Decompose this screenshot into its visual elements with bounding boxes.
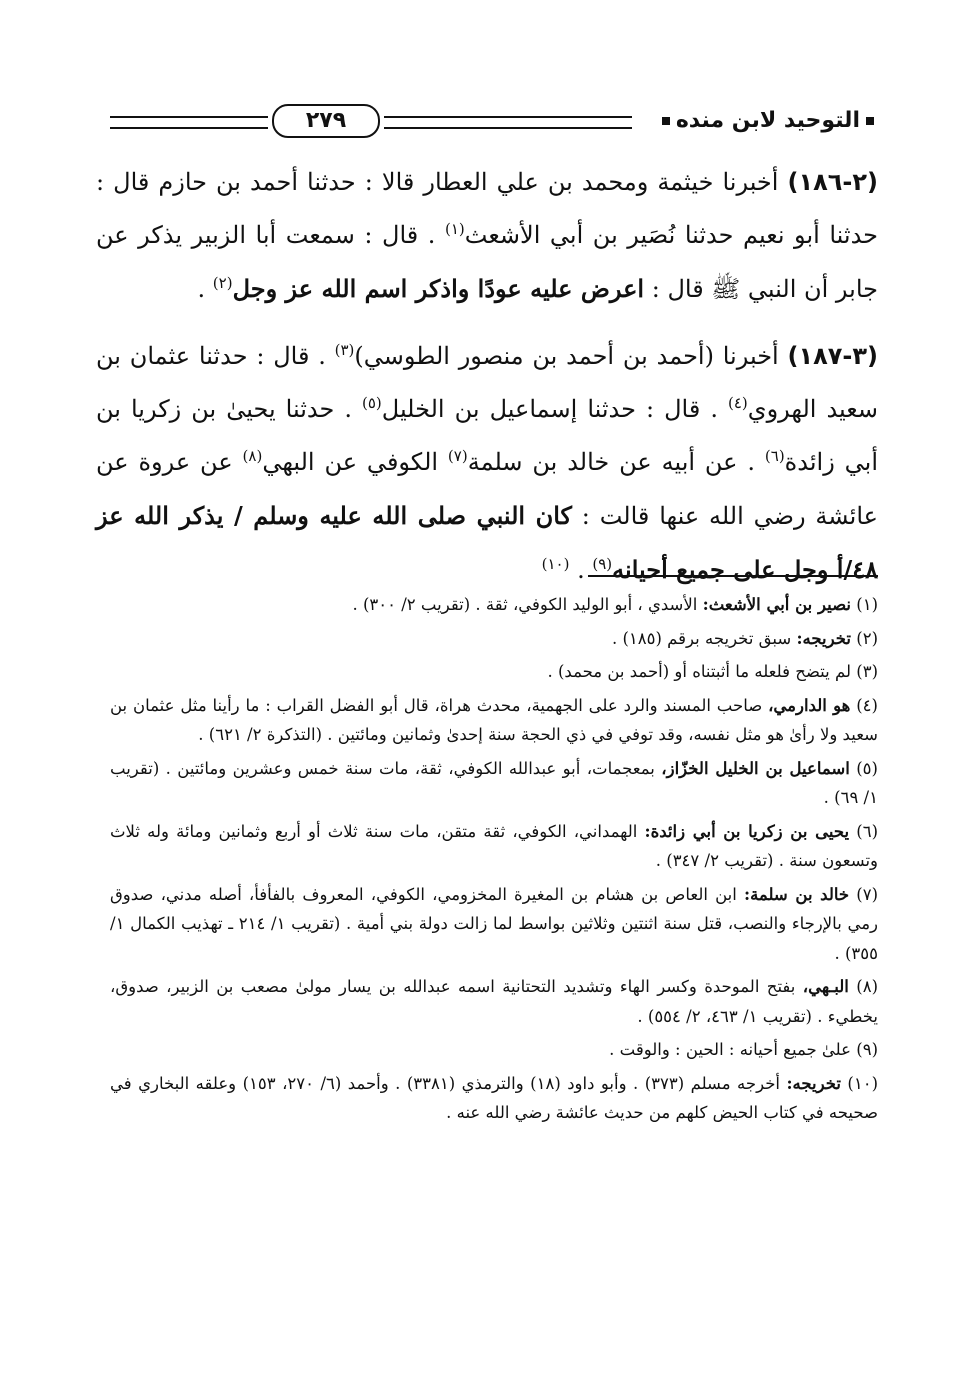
footnote-label: (٣): [856, 662, 878, 681]
footnote-ref: (٩): [592, 555, 613, 573]
hadith-text: . قال : سمعت أبا الزبير يذكر عن جابر أن النبي ﷺ قال :: [96, 221, 878, 303]
footnote-label: (١٠): [847, 1073, 879, 1093]
footnote: [110, 972, 878, 1031]
footnote-label: (٩): [856, 1040, 878, 1059]
footnote-heading: خالد بن سلمة:: [743, 884, 850, 904]
footnote-heading: تخريجه:: [786, 1073, 841, 1093]
footnote-ref: (٣): [334, 341, 355, 359]
footnote: [110, 691, 878, 750]
footnote-text: صاحب المسند والرد على الجهمية، محدث هراة، قال أبو الفضل القراب : ما رأينا مثل عثمان بن سعيد ولا رأىٰ هو مثل نفسه، وقد توفي في ذي الحجة سنة إحدىٰ وثمانين ومائتين . (التذكرة ٢/ ٦٢١) .: [110, 695, 878, 744]
footnote: [110, 657, 878, 687]
hadith-text: . عن أبيه عن خالد بن سلمة: [467, 448, 765, 476]
book-title: التوحيد لابن منده: [675, 108, 860, 133]
hadith-text: .: [197, 275, 213, 303]
footnote: [110, 754, 878, 813]
footnote-text: أخرجه مسلم (٣٧٣) . وأبو داود (١٨) والترمذي (٣٣٨١) . وأحمد (٦/ ٢٧٠، ١٥٣) وعلقه البخاري في صحيحه في كتاب الحيض كلهم من حديث عائشة رضي الله عنه .: [110, 1073, 878, 1122]
footnote: [110, 624, 878, 654]
footnote-heading: يحيى بن زكريا بن أبي زائدة:: [644, 821, 850, 841]
footnote-ref: (١٠): [541, 555, 570, 573]
footnote-heading: نصير بن أبي الأشعث:: [702, 595, 851, 614]
footnote-heading: اسماعيل بن الخليل الخزّاز،: [661, 758, 850, 778]
header-rule: [384, 116, 632, 129]
footnote-heading: تخريجه:: [796, 628, 851, 648]
footnote-heading: البـهي،: [802, 977, 849, 996]
footnote: [110, 817, 878, 876]
hadith-186: [96, 156, 878, 316]
page-header: [110, 104, 880, 140]
header-rule: [110, 116, 268, 129]
footnote-ref: (١): [444, 220, 465, 238]
hadith-text: عن عروة عن عائشة رضي الله عنها قالت :: [96, 448, 878, 530]
footnote-text: سبق تخريجه برقم (١٨٥) .: [611, 628, 797, 648]
hadith-number: (٣-١٨٧): [787, 342, 878, 370]
footnote-text: الأسدي ، أبو الوليد الكوفي، ثقة . (تقريب ٢/ ٣٠٠) .: [352, 595, 703, 614]
hadith-matn: كان النبي صلى الله عليه وسلم / يذكر الله عز ٤٨/أ وجل على جميع أحيانه: [96, 501, 878, 584]
footnote-text: بمعجمات، أبو عبدالله الكوفي، ثقة، مات سنة خمس وعشرين ومائتين . (تقريب ١/ ٦٩) .: [110, 758, 878, 807]
footnote-ref: (٢): [212, 274, 233, 292]
main-text: [96, 156, 878, 611]
square-bullet-icon: [866, 117, 874, 125]
footnote-label: (٨): [856, 977, 878, 996]
page-number: ٢٧٩: [272, 104, 380, 138]
footnote: [110, 1069, 878, 1128]
footnote-ref: (٦): [764, 447, 785, 465]
footnote-label: (٥): [856, 758, 878, 778]
footnotes: [110, 590, 878, 1132]
footnote-text: لم يتضح فلعله ما أثبتناه أو (أحمد بن محمد) .: [547, 662, 851, 681]
footnote-label: (١): [856, 595, 878, 614]
hadith-text: أخبرنا (أحمد بن أحمد بن منصور الطوسي): [354, 342, 788, 370]
square-bullet-icon: [662, 117, 670, 125]
hadith-text: . حدثنا يحيىٰ بن زكريا بن أبي زائدة: [96, 395, 879, 476]
footnote-ref: (٨): [242, 447, 263, 465]
footnote-separator: [588, 575, 878, 577]
hadith-text: أخبرنا خيثمة ومحمد بن علي العطار قالا : حدثنا أحمد بن حازم قال : حدثنا أبو نعيم حدثنا نُصَير بن أبي الأشعث: [96, 168, 878, 249]
footnote: [110, 880, 878, 969]
footnote-text: ابن العاص بن هشام بن المغيرة المخزومي، الكوفي، المعروف بالفأفأ، أصله مدني، صدوق رمي بالإرجاء والنصب، قتل سنة اثنتين وثلاثين بواسط لما زالت دولة بني أمية . (تقريب ١/ ٢١٤ ـ تهذيب الكمال ١/ ٣٥٥) .: [110, 884, 878, 963]
hadith-number: (٢-١٨٦): [787, 168, 878, 196]
footnote-label: (٢): [856, 628, 878, 648]
footnote-label: (٧): [856, 884, 878, 904]
hadith-text: الكوفي عن البهي: [262, 448, 448, 476]
footnote: [110, 1035, 878, 1065]
header-title: [656, 108, 880, 133]
hadith-text: . قال : حدثنا إسماعيل بن الخليل: [381, 395, 728, 423]
hadith-text: .: [569, 556, 593, 584]
footnote-text: الهمداني، الكوفي، ثقة متقن، مات سنة ثلاث أو أربع وثمانين ومائة وله ثلاث وتسعون سنة . (تقريب ٢/ ٣٤٧) .: [110, 821, 878, 870]
footnote-ref: (٥): [361, 394, 382, 412]
footnote-label: (٤): [856, 695, 878, 715]
hadith-187: [96, 330, 878, 597]
footnote: [110, 590, 878, 620]
footnote-ref: (٤): [728, 394, 748, 412]
footnote-text: علىٰ جميع أحيانه : الحين : والوقت .: [609, 1040, 851, 1059]
hadith-matn: اعرض عليه عودًا واذكر اسم الله عز وجل: [232, 274, 645, 303]
footnote-label: (٦): [856, 821, 878, 841]
footnote-heading: هو الدارمي،: [768, 695, 851, 715]
footnote-text: بفتح الموحدة وكسر الهاء وتشديد التحتانية اسمه عبدالله بن يسار مولىٰ مصعب بن الزبير، صدوق، يخطيء . (تقريب ١/ ٤٦٣، ٢/ ٥٥٤) .: [110, 977, 878, 1026]
hadith-text: . قال : حدثنا عثمان بن سعيد الهروي: [96, 342, 878, 423]
footnote-ref: (٧): [447, 447, 468, 465]
